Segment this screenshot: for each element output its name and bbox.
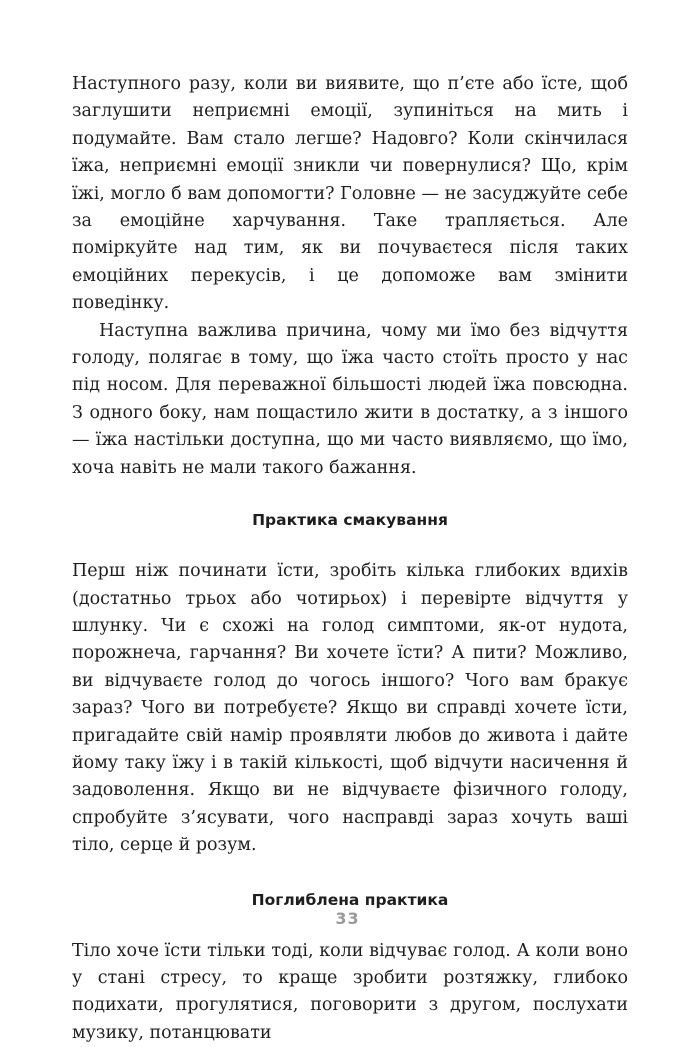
page-number: 33 [335,909,360,928]
paragraph-food-availability: Наступна важлива причина, чому ми їмо без відчуття голоду, полягає в тому, що їжа часто стоїть просто у нас під носом. Для переважної більшості людей їжа повсюдна. З одного боку, нам пощастило жити в достатку, а з іншого — їжа настільки доступна, що ми часто виявляємо, що їмо, хоча навіть не мали такого бажання. [72,320,628,478]
paragraph-deep-practice: Тіло хоче їсти тільки тоді, коли відчуває голод. А коли воно у стані стресу, то краще зробити розтяжку, глибоко подихати, прогулятися, поговорити з другом, послухати музику, потанцювати [72,940,628,1043]
paragraph-tasting-practice: Перш ніж починати їсти, зробіть кілька глибоких вдихів (достатньо трьох або чотирьох) і перевірте відчуття у шлунку. Чи є схожі на голод симптоми, як-от нудота, порожнеча, гарчання? Ви хочете їсти? А пити? Можливо, ви відчуваєте голод до чогось іншого? Чого вам бракує зараз? Чого ви потребуєте? Якщо ви справді хочете їсти, пригадайте свій намір проявляти любов до живота і дайте йому таку їжу і в такій кількості, щоб відчути насичення й задоволення. Якщо ви не відчуваєте фізичного голоду, спробуйте з’ясувати, чого насправді зараз хочуть ваші тіло, серце й розум. [72,561,628,856]
paragraph-emotional-eating: Наступного разу, коли ви виявите, що п’єте або їсте, щоб заглушити неприємні емоції, зупиніться на мить і подумайте. Вам стало легше? Надовго? Коли скінчилася їжа, неприємні емоції зникли чи повернулися? Що, крім їжі, могло б вам допомогти? Головне — не засуджуйте себе за емоційне харчування. Таке трапляється. Але поміркуйте над тим, як ви почуваєтеся після таких емоційних перекусів, і це допоможе вам змінити поведінку. [72,74,628,314]
section-heading-tasting-practice: Практика смакування [252,511,448,530]
section-heading-deep-practice: Поглиблена практика [251,890,449,909]
page-body [72,71,628,1047]
